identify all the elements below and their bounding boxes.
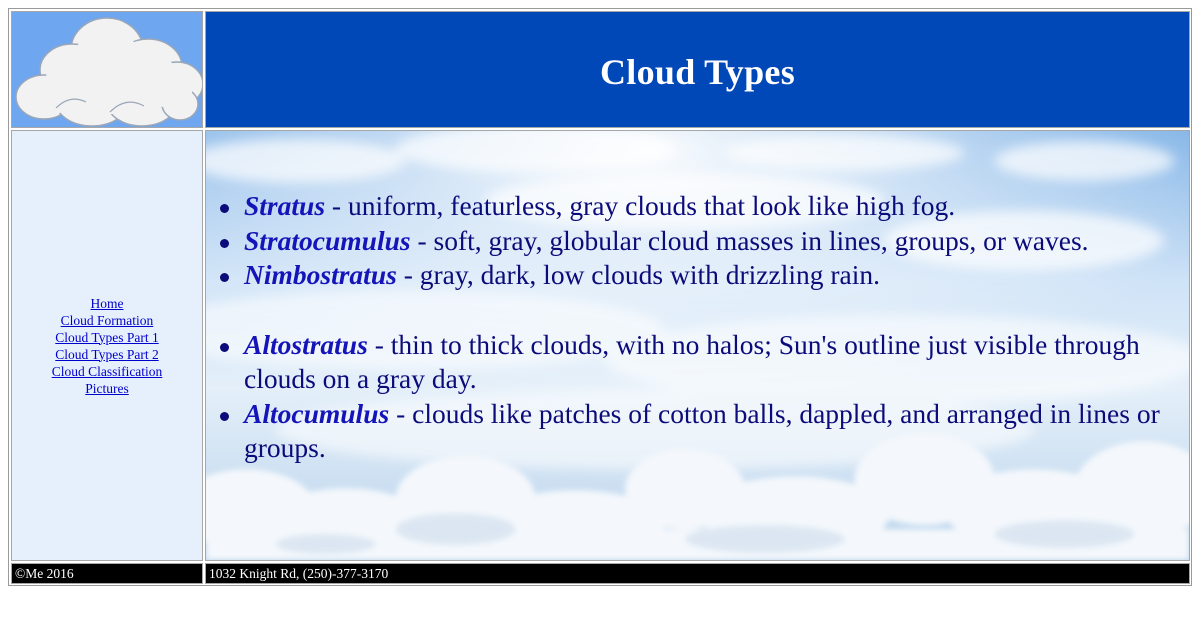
bullet-icon bbox=[220, 239, 229, 248]
nav-link-cloud-formation[interactable]: Cloud Formation bbox=[60, 312, 154, 328]
cloud-term: Stratocumulus bbox=[244, 224, 411, 256]
page-layout-table bbox=[8, 8, 1192, 586]
cloud-term: Altostratus bbox=[244, 328, 368, 360]
cloud-description: - uniform, featurless, gray clouds that look like high fog. bbox=[325, 190, 956, 221]
main-content bbox=[205, 130, 1190, 561]
bullet-icon bbox=[220, 204, 229, 213]
cloud-types-list bbox=[206, 189, 1190, 466]
nav-link-home[interactable]: Home bbox=[90, 295, 124, 311]
list-item bbox=[206, 328, 1190, 397]
list-item bbox=[206, 258, 1190, 293]
footer-copyright-cell bbox=[11, 563, 203, 584]
nav-link-pictures[interactable]: Pictures bbox=[85, 380, 129, 396]
cloud-description: - clouds like patches of cotton balls, dappled, and arranged in lines or groups. bbox=[244, 397, 1160, 463]
cloud-description: - gray, dark, low clouds with drizzling rain. bbox=[396, 259, 880, 290]
list-item bbox=[206, 189, 1190, 224]
bullet-icon bbox=[220, 273, 229, 282]
header-banner bbox=[205, 11, 1190, 128]
cloud-term: Stratus bbox=[244, 190, 326, 221]
logo-cell bbox=[11, 11, 203, 128]
address-text: 1032 Knight Rd, (250)-377-3170 bbox=[209, 566, 389, 581]
nav-link-cloud-types-part-2[interactable]: Cloud Types Part 2 bbox=[55, 346, 159, 362]
copyright-text: ©Me 2016 bbox=[15, 566, 74, 581]
list-item bbox=[206, 397, 1190, 466]
list-item bbox=[206, 224, 1190, 259]
cloud-description: - soft, gray, globular cloud masses in lines, groups, or waves. bbox=[410, 224, 1089, 256]
bullet-icon bbox=[220, 343, 229, 352]
cloud-icon bbox=[12, 12, 202, 127]
nav-link-cloud-classification[interactable]: Cloud Classification bbox=[51, 363, 163, 379]
cloud-description: - thin to thick clouds, with no halos; Sun's outline just visible through clouds on a gray day. bbox=[244, 328, 1140, 394]
bullet-icon bbox=[220, 412, 229, 421]
cloud-term: Altocumulus bbox=[244, 397, 390, 429]
cloud-term: Nimbostratus bbox=[244, 259, 397, 290]
sidebar-nav bbox=[11, 130, 203, 561]
list-spacer bbox=[206, 293, 1190, 328]
page-title: Cloud Types bbox=[599, 51, 796, 92]
nav-link-cloud-types-part-1[interactable]: Cloud Types Part 1 bbox=[55, 329, 159, 345]
footer-address-cell bbox=[205, 563, 1190, 584]
